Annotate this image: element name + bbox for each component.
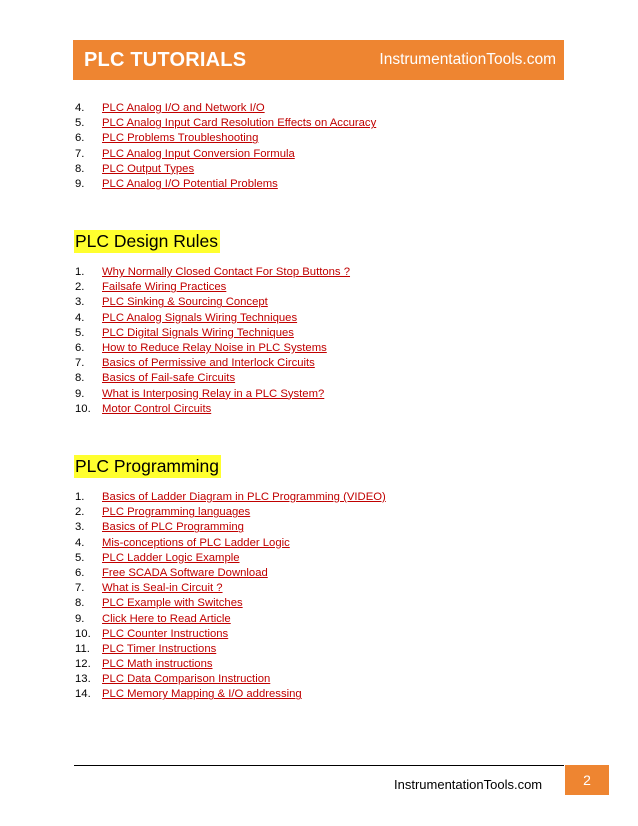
analog-io-list [75,101,376,192]
article-link[interactable]: Basics of Ladder Diagram in PLC Programming (VIDEO) [102,491,386,503]
article-link[interactable]: Failsafe Wiring Practices [102,281,227,294]
programming-list [75,490,386,703]
article-link[interactable]: PLC Memory Mapping & I/O addressing [102,688,302,701]
header-title: PLC TUTORIALS [84,48,247,71]
list-item [75,490,386,505]
article-link[interactable]: PLC Analog I/O Potential Problems [102,177,278,190]
list-item [75,536,386,551]
item-number: 6. [75,341,85,354]
article-link[interactable]: Free SCADA Software Download [102,566,268,579]
list-item [75,326,350,341]
list-item [75,581,386,596]
item-number: 8. [75,597,85,610]
item-number: 9. [75,177,85,190]
item-number: 7. [75,357,85,370]
article-link[interactable]: PLC Counter Instructions [102,627,229,640]
header-banner [73,40,564,80]
list-item [75,265,350,280]
item-number: 4. [75,536,85,549]
item-number: 8. [75,372,85,385]
article-link[interactable]: Basics of Fail-safe Circuits [102,372,236,385]
list-item [75,371,350,386]
article-link[interactable]: PLC Programming languages [102,506,251,519]
article-link[interactable]: Basics of PLC Programming [102,521,244,534]
article-link[interactable]: PLC Analog Input Card Resolution Effects on Accuracy [102,117,377,130]
list-item [75,687,386,702]
item-number: 5. [75,326,85,339]
page-number: 2 [565,765,609,795]
section-heading-programming: PLC Programming [75,456,219,476]
article-link[interactable]: PLC Timer Instructions [102,642,217,655]
article-link[interactable]: PLC Analog Input Conversion Formula [102,147,295,160]
list-item [75,672,386,687]
item-number: 4. [75,102,85,114]
article-link[interactable]: What is Seal-in Circuit ? [102,582,223,595]
list-item [75,505,386,520]
list-item [75,280,350,295]
article-link[interactable]: Mis-conceptions of PLC Ladder Logic [102,536,290,549]
article-link[interactable]: Why Normally Closed Contact For Stop Buttons ? [102,266,351,278]
list-item [75,612,386,627]
article-link[interactable]: PLC Output Types [102,162,195,175]
footer-site: InstrumentationTools.com [394,777,543,792]
item-number: 5. [75,551,85,564]
list-item [75,627,386,642]
item-number: 5. [75,117,85,130]
list-item [75,551,386,566]
item-number: 8. [75,162,85,175]
article-link[interactable]: PLC Analog I/O and Network I/O [102,102,265,114]
list-item [75,596,386,611]
item-number: 6. [75,132,85,145]
item-number: 10. [75,627,91,640]
article-link[interactable]: PLC Digital Signals Wiring Techniques [102,326,294,339]
article-link[interactable]: PLC Sinking & Sourcing Concept [102,296,268,309]
item-number: 9. [75,612,85,625]
header-site: InstrumentationTools.com [379,51,556,68]
section-heading-design-rules: PLC Design Rules [75,231,218,251]
article-link[interactable]: PLC Data Comparison Instruction [102,673,271,686]
article-link[interactable]: PLC Analog Signals Wiring Techniques [102,311,298,324]
item-number: 9. [75,387,85,400]
item-number: 12. [75,658,91,671]
list-item [75,147,376,162]
item-number: 2. [75,281,85,294]
article-link[interactable]: What is Interposing Relay in a PLC System? [102,387,325,400]
item-number: 14. [75,688,91,701]
list-item [75,177,376,192]
list-item [75,642,386,657]
list-item [75,295,350,310]
list-item [75,657,386,672]
article-link[interactable]: Motor Control Circuits [102,402,212,415]
list-item [75,162,376,177]
article-link[interactable]: PLC Problems Troubleshooting [102,132,259,145]
item-number: 11. [75,642,90,655]
item-number: 7. [75,582,85,595]
list-item [75,311,350,326]
list-item [75,341,350,356]
article-link[interactable]: PLC Example with Switches [102,597,243,610]
item-number: 10. [75,402,91,415]
list-item [75,520,386,535]
list-item [75,131,376,146]
article-link[interactable]: PLC Ladder Logic Example [102,551,240,564]
item-number: 4. [75,311,85,324]
list-item [75,101,376,116]
item-number: 3. [75,521,85,534]
list-item [75,356,350,371]
item-number: 1. [75,266,85,278]
item-number: 6. [75,566,85,579]
list-item [75,402,350,417]
list-item [75,387,350,402]
item-number: 2. [75,506,85,519]
footer-divider [74,765,564,766]
item-number: 1. [75,491,85,503]
article-link[interactable]: PLC Math instructions [102,658,213,671]
article-link[interactable]: How to Reduce Relay Noise in PLC Systems [102,341,327,354]
article-link[interactable]: Basics of Permissive and Interlock Circuits [102,357,315,370]
design-rules-list [75,265,350,417]
item-number: 7. [75,147,85,160]
item-number: 3. [75,296,85,309]
article-link[interactable]: Click Here to Read Article [102,612,231,625]
list-item [75,116,376,131]
list-item [75,566,386,581]
item-number: 13. [75,673,91,686]
